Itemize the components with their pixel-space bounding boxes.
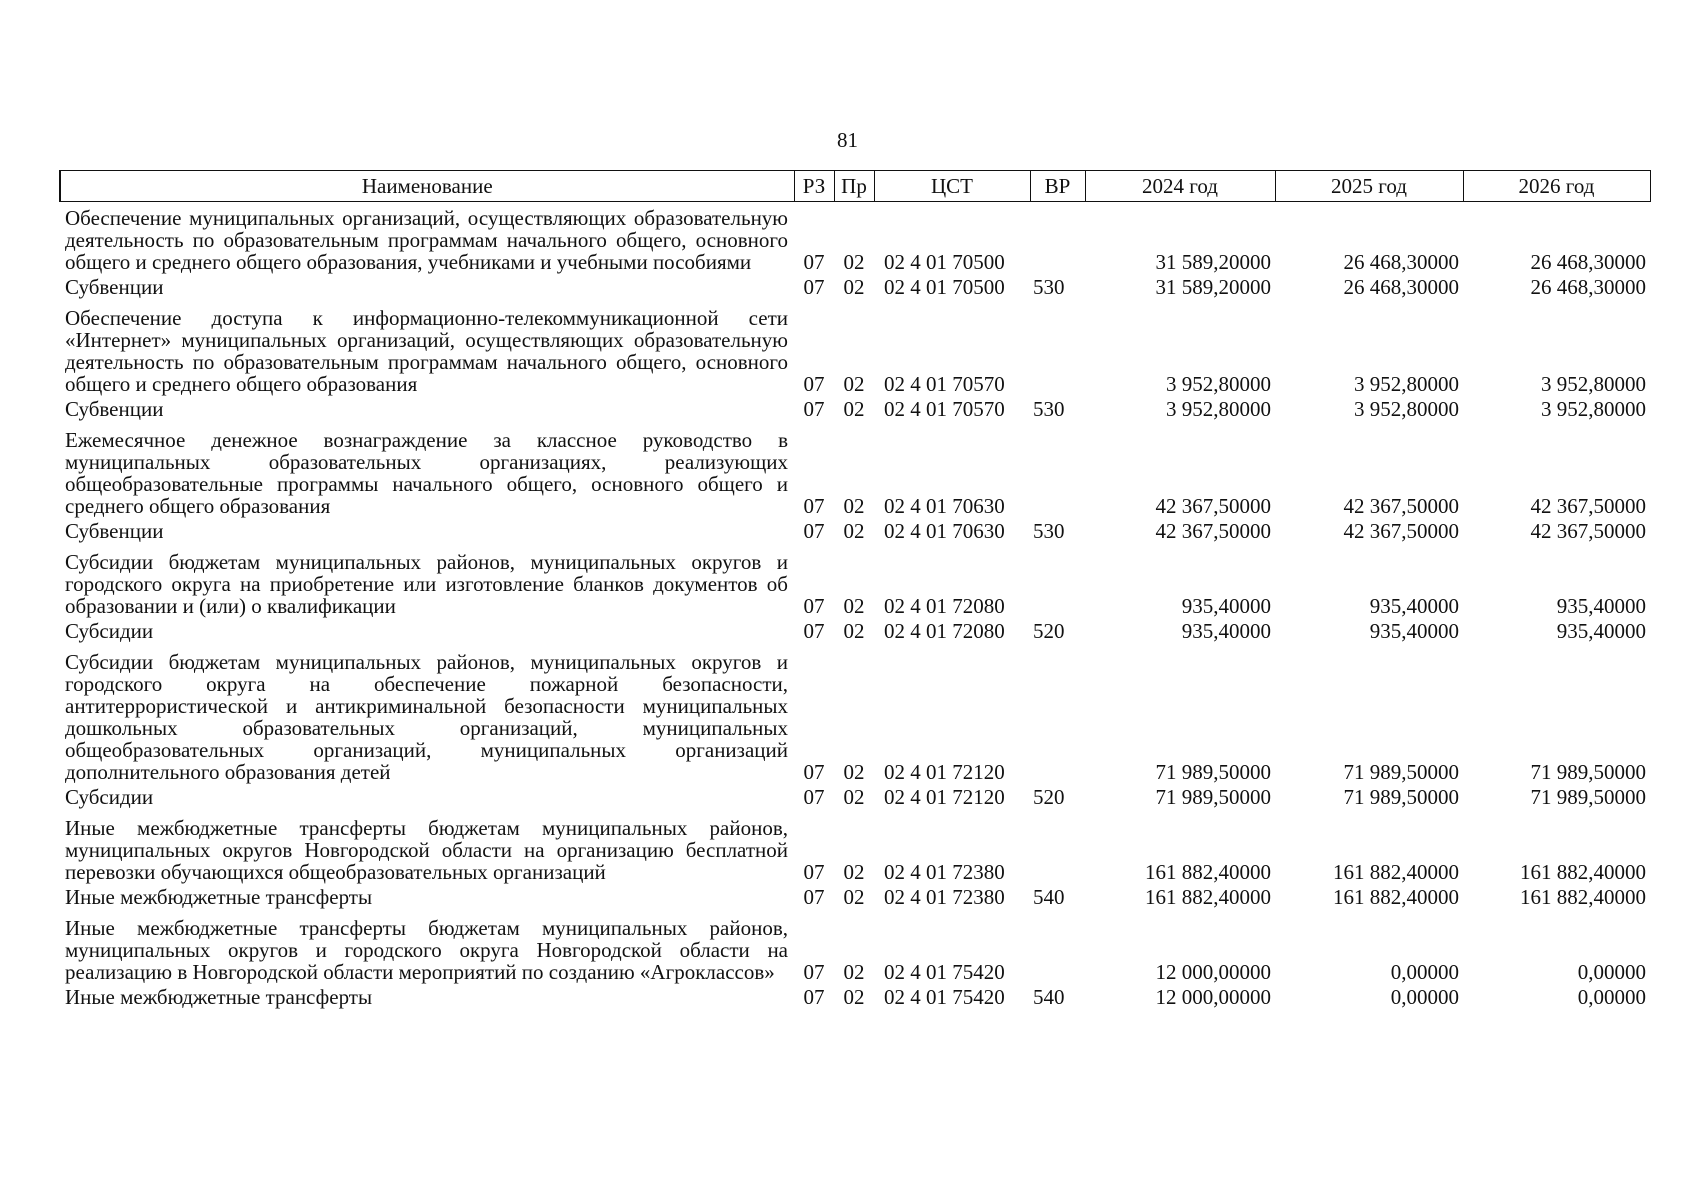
row-amount-2025: 42 367,50000 <box>1343 519 1459 543</box>
row-rz: 07 <box>803 885 825 909</box>
header-pr: Пр <box>834 171 874 202</box>
row-amount-2024: 161 882,40000 <box>1145 860 1271 884</box>
row-name: Иные межбюджетные трансферты <box>65 885 373 909</box>
row-amount-2026: 42 367,50000 <box>1530 519 1646 543</box>
row-vr: 520 <box>1033 619 1065 643</box>
row-cst: 02 4 01 70500 <box>884 275 1005 299</box>
table-row <box>60 646 1650 783</box>
row-name: Иные межбюджетные трансферты бюджетам муниципальных районов, муниципальных округов Новгородской области на организацию бесплатной перевозки обучающихся общеобразовательных организаций <box>65 816 788 884</box>
table-row <box>60 983 1650 1012</box>
row-pr: 02 <box>843 594 865 618</box>
row-pr: 02 <box>843 960 865 984</box>
row-amount-2026: 935,40000 <box>1556 619 1646 643</box>
row-pr: 02 <box>843 985 865 1009</box>
row-vr <box>1030 202 1085 274</box>
row-amount-2024: 3 952,80000 <box>1166 372 1271 396</box>
row-name: Субсидии бюджетам муниципальных районов, муниципальных округов и городского округа на приобретение или изготовление бланков документов об образовании и (или) о квалификации <box>65 550 788 618</box>
row-amount-2026: 161 882,40000 <box>1520 885 1646 909</box>
header-rz: РЗ <box>794 171 834 202</box>
row-vr <box>1030 546 1085 617</box>
row-rz: 07 <box>803 760 825 784</box>
table-row <box>60 812 1650 883</box>
row-cst: 02 4 01 70630 <box>884 519 1005 543</box>
row-amount-2025: 71 989,50000 <box>1343 760 1459 784</box>
row-amount-2026: 71 989,50000 <box>1530 785 1646 809</box>
row-vr: 540 <box>1033 885 1065 909</box>
row-cst: 02 4 01 75420 <box>884 960 1005 984</box>
row-amount-2026: 42 367,50000 <box>1530 494 1646 518</box>
row-vr: 530 <box>1033 397 1065 421</box>
row-vr: 530 <box>1033 275 1065 299</box>
row-amount-2025: 0,00000 <box>1390 960 1459 984</box>
header-2024: 2024 год <box>1085 171 1275 202</box>
budget-table <box>59 170 1651 1012</box>
row-amount-2024: 935,40000 <box>1181 594 1271 618</box>
header-cst: ЦСТ <box>874 171 1030 202</box>
row-vr <box>1030 646 1085 783</box>
row-cst: 02 4 01 72080 <box>884 619 1005 643</box>
row-pr: 02 <box>843 275 865 299</box>
row-amount-2025: 161 882,40000 <box>1333 860 1459 884</box>
row-amount-2025: 935,40000 <box>1369 619 1459 643</box>
row-vr: 520 <box>1033 785 1065 809</box>
row-cst: 02 4 01 72120 <box>884 760 1005 784</box>
row-cst: 02 4 01 72080 <box>884 594 1005 618</box>
row-rz: 07 <box>803 785 825 809</box>
row-amount-2024: 42 367,50000 <box>1155 519 1271 543</box>
row-name: Субвенции <box>65 397 164 421</box>
table-row <box>60 517 1650 546</box>
row-rz: 07 <box>803 275 825 299</box>
table-row <box>60 302 1650 395</box>
row-amount-2026: 3 952,80000 <box>1541 397 1646 421</box>
row-amount-2024: 12 000,00000 <box>1155 985 1271 1009</box>
header-2025: 2025 год <box>1275 171 1463 202</box>
row-pr: 02 <box>843 397 865 421</box>
row-amount-2026: 71 989,50000 <box>1530 760 1646 784</box>
row-amount-2024: 12 000,00000 <box>1155 960 1271 984</box>
row-pr: 02 <box>843 785 865 809</box>
row-vr: 530 <box>1033 519 1065 543</box>
row-vr <box>1030 812 1085 883</box>
row-pr: 02 <box>843 619 865 643</box>
header-name: Наименование <box>60 171 794 202</box>
table-row <box>60 783 1650 812</box>
row-amount-2026: 161 882,40000 <box>1520 860 1646 884</box>
header-2026: 2026 год <box>1463 171 1650 202</box>
row-amount-2025: 42 367,50000 <box>1343 494 1459 518</box>
row-cst: 02 4 01 72120 <box>884 785 1005 809</box>
row-name: Иные межбюджетные трансферты бюджетам муниципальных районов, муниципальных округов и городского округа Новгородской области на реализацию в Новгородской области мероприятий по созданию «Агроклассов» <box>65 916 788 984</box>
row-amount-2026: 935,40000 <box>1556 594 1646 618</box>
row-rz: 07 <box>803 960 825 984</box>
row-pr: 02 <box>843 250 865 274</box>
row-name: Ежемесячное денежное вознаграждение за классное руководство в муниципальных образовательных организациях, реализующих общеобразовательные программы начального общего, основного общего и среднего общего образования <box>65 428 788 518</box>
table-row <box>60 424 1650 517</box>
header-vr: ВР <box>1030 171 1085 202</box>
row-pr: 02 <box>843 885 865 909</box>
row-name: Обеспечение доступа к информационно-телекоммуникационной сети «Интернет» муниципальных организаций, осуществляющих образовательную деятельность по образовательным программам начального общего, основного общего и среднего общего образования <box>65 306 788 396</box>
table-row <box>60 395 1650 424</box>
row-vr <box>1030 424 1085 517</box>
row-pr: 02 <box>843 519 865 543</box>
row-pr: 02 <box>843 494 865 518</box>
row-amount-2025: 3 952,80000 <box>1354 397 1459 421</box>
row-rz: 07 <box>803 519 825 543</box>
row-rz: 07 <box>803 372 825 396</box>
row-amount-2024: 161 882,40000 <box>1145 885 1271 909</box>
row-rz: 07 <box>803 594 825 618</box>
row-name: Субвенции <box>65 275 164 299</box>
row-amount-2025: 26 468,30000 <box>1343 275 1459 299</box>
row-pr: 02 <box>843 760 865 784</box>
row-amount-2025: 935,40000 <box>1369 594 1459 618</box>
row-name: Субсидии <box>65 785 154 809</box>
row-amount-2025: 71 989,50000 <box>1343 785 1459 809</box>
row-amount-2026: 3 952,80000 <box>1541 372 1646 396</box>
row-rz: 07 <box>803 250 825 274</box>
row-rz: 07 <box>803 860 825 884</box>
row-amount-2025: 26 468,30000 <box>1343 250 1459 274</box>
row-rz: 07 <box>803 985 825 1009</box>
row-vr <box>1030 302 1085 395</box>
row-amount-2026: 26 468,30000 <box>1530 275 1646 299</box>
row-rz: 07 <box>803 619 825 643</box>
row-name: Обеспечение муниципальных организаций, осуществляющих образовательную деятельность по образовательным программам начального общего, основного общего и среднего общего образования, учебниками и учебными пособиями <box>65 206 788 274</box>
table-row <box>60 546 1650 617</box>
row-amount-2025: 161 882,40000 <box>1333 885 1459 909</box>
row-cst: 02 4 01 70630 <box>884 494 1005 518</box>
row-name: Субвенции <box>65 519 164 543</box>
row-amount-2024: 42 367,50000 <box>1155 494 1271 518</box>
table-row <box>60 883 1650 912</box>
row-amount-2024: 3 952,80000 <box>1166 397 1271 421</box>
row-cst: 02 4 01 75420 <box>884 985 1005 1009</box>
row-rz: 07 <box>803 397 825 421</box>
row-cst: 02 4 01 70570 <box>884 372 1005 396</box>
page-number: 81 <box>837 128 858 152</box>
row-name: Субсидии бюджетам муниципальных районов, муниципальных округов и городского округа на обеспечение пожарной безопасности, антитеррористической и антикриминальной безопасности муниципальных дошкольных образовательных организаций, муниципальных общеобразовательных организаций, муниципальных организаций дополнительного образования детей <box>65 650 788 784</box>
row-name: Иные межбюджетные трансферты <box>65 985 373 1009</box>
row-amount-2026: 0,00000 <box>1577 960 1646 984</box>
table-row <box>60 912 1650 983</box>
row-amount-2024: 71 989,50000 <box>1155 785 1271 809</box>
row-amount-2024: 31 589,20000 <box>1155 250 1271 274</box>
row-amount-2025: 0,00000 <box>1390 985 1459 1009</box>
row-vr <box>1030 912 1085 983</box>
row-name: Субсидии <box>65 619 154 643</box>
table-body <box>60 202 1650 1013</box>
row-amount-2024: 935,40000 <box>1181 619 1271 643</box>
table-header <box>60 171 1650 202</box>
row-vr: 540 <box>1033 985 1065 1009</box>
row-amount-2024: 31 589,20000 <box>1155 275 1271 299</box>
row-pr: 02 <box>843 372 865 396</box>
row-amount-2025: 3 952,80000 <box>1354 372 1459 396</box>
row-amount-2024: 71 989,50000 <box>1155 760 1271 784</box>
row-cst: 02 4 01 72380 <box>884 860 1005 884</box>
row-pr: 02 <box>843 860 865 884</box>
row-cst: 02 4 01 72380 <box>884 885 1005 909</box>
row-rz: 07 <box>803 494 825 518</box>
row-amount-2026: 0,00000 <box>1577 985 1646 1009</box>
row-cst: 02 4 01 70500 <box>884 250 1005 274</box>
table-row <box>60 202 1650 274</box>
table-row <box>60 273 1650 302</box>
row-cst: 02 4 01 70570 <box>884 397 1005 421</box>
table-row <box>60 617 1650 646</box>
row-amount-2026: 26 468,30000 <box>1530 250 1646 274</box>
